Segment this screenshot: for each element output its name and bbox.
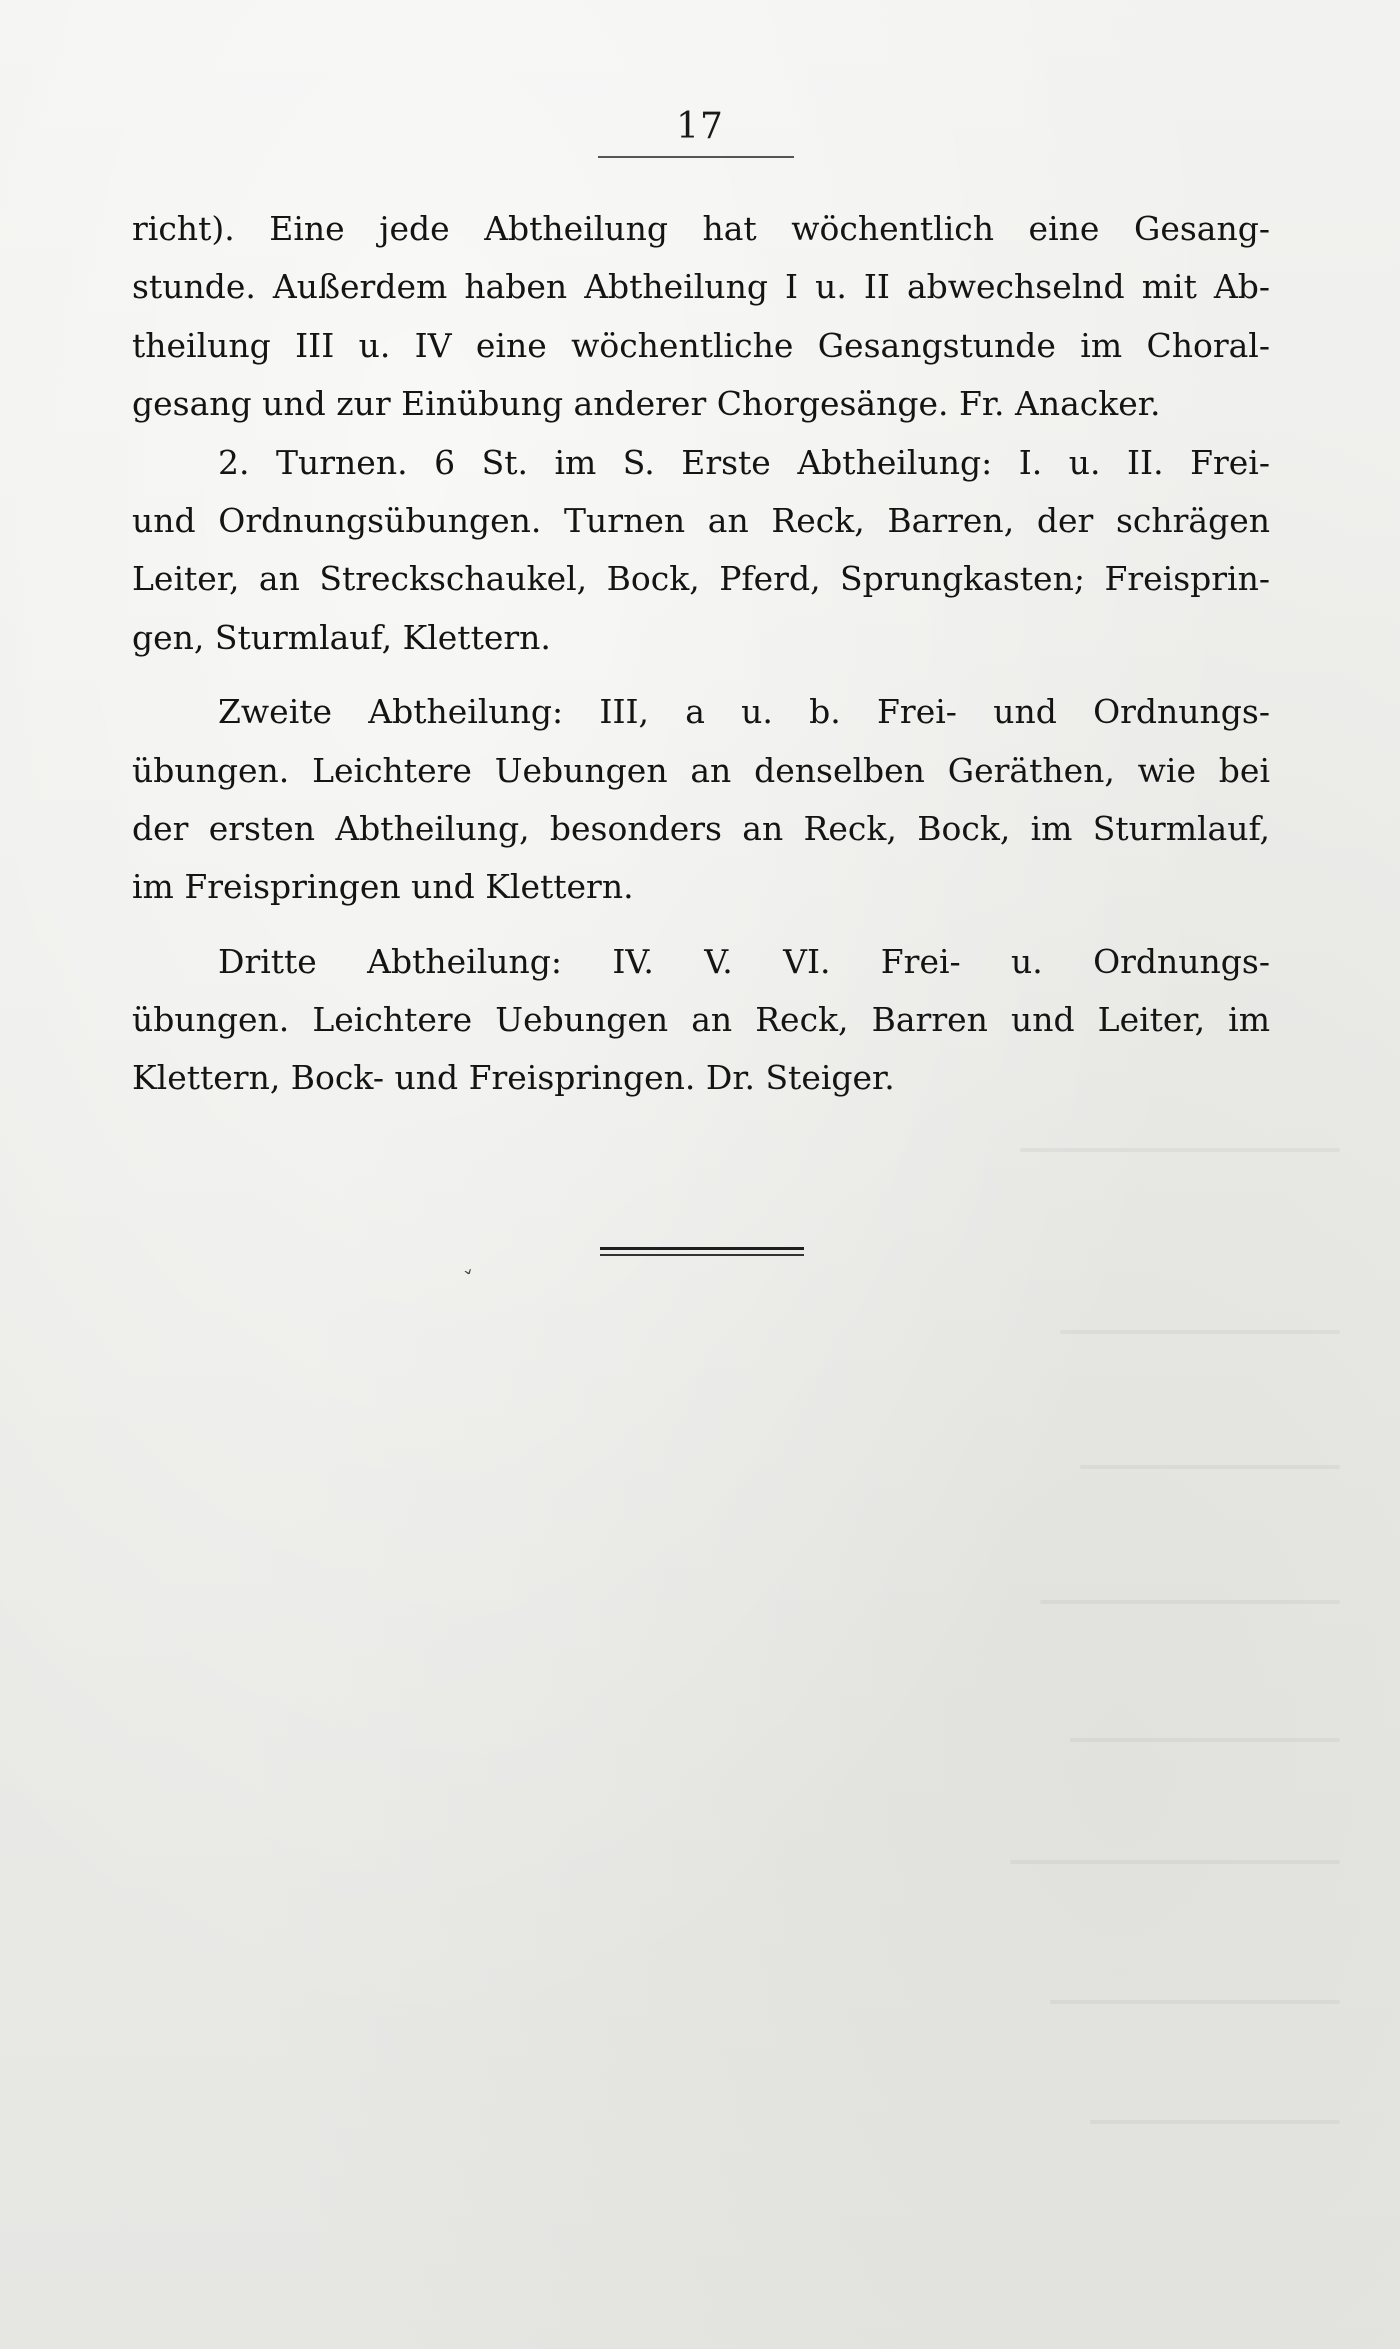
text-line: Klettern, Bock- und Freispringen. Dr. Steiger.	[132, 1058, 895, 1098]
text-line: richt). Eine jede Abtheilung hat wöchentlich eine Gesang-	[132, 209, 1270, 248]
text-line: Dritte Abtheilung: IV. V. VI. Frei- u. Ordnungs-	[218, 941, 1270, 981]
text-line: im Freispringen und Klettern.	[132, 867, 634, 907]
text-line: stunde. Außerdem haben Abtheilung I u. II abwechselnd mit Ab-	[132, 267, 1270, 307]
text-line: gen, Sturmlauf, Klettern.	[132, 617, 551, 657]
header-rule	[598, 156, 794, 158]
text-line: gesang und zur Einübung anderer Chorgesänge. Fr. Anacker.	[132, 384, 1161, 424]
show-through-line	[1010, 1860, 1340, 1864]
stray-mark: ˇ	[462, 1266, 481, 1295]
show-through-line	[1060, 1330, 1340, 1334]
body-text	[132, 200, 1270, 1108]
text-line: theilung III u. IV eine wöchentliche Gesangstunde im Choral-	[132, 325, 1270, 365]
show-through-line	[1020, 1148, 1340, 1152]
show-through-line	[1070, 1738, 1340, 1742]
double-rule-bottom	[600, 1254, 804, 1256]
text-line: Zweite Abtheilung: III, a u. b. Frei- und Ordnungs-	[218, 692, 1270, 732]
text-line: übungen. Leichtere Uebungen an Reck, Barren und Leiter, im	[132, 1000, 1270, 1040]
text-line: übungen. Leichtere Uebungen an denselben Geräthen, wie bei	[132, 750, 1270, 790]
show-through-line	[1080, 1465, 1340, 1469]
show-through-line	[1050, 2000, 1340, 2004]
show-through-line	[1040, 1600, 1340, 1604]
section-end-double-rule	[600, 1247, 804, 1259]
show-through-line	[1090, 2120, 1340, 2124]
double-rule-top	[600, 1247, 804, 1250]
text-line: 2. Turnen. 6 St. im S. Erste Abtheilung: I. u. II. Frei-	[218, 442, 1270, 482]
text-line: der ersten Abtheilung, besonders an Reck, Bock, im Sturmlauf,	[132, 808, 1270, 848]
text-line: und Ordnungsübungen. Turnen an Reck, Barren, der schrägen	[132, 500, 1270, 540]
page-number: 17	[676, 106, 724, 147]
text-line: Leiter, an Streckschaukel, Bock, Pferd, Sprungkasten; Freisprin-	[132, 559, 1270, 599]
